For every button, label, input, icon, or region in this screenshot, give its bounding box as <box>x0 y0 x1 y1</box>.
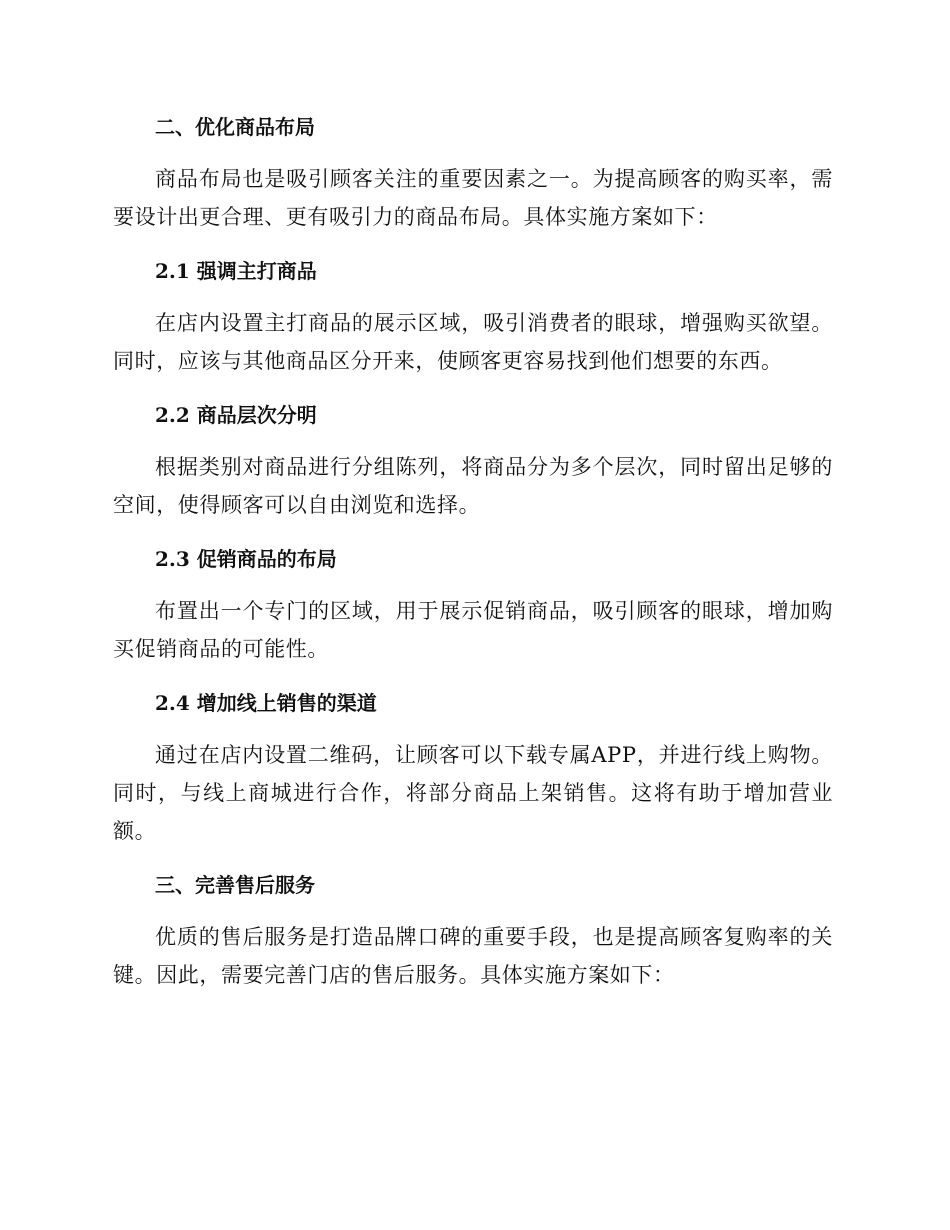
document-body <box>113 108 833 994</box>
subsection-paragraph-2-3: 布置出一个专门的区域，用于展示促销商品，吸引顾客的眼球，增加购买促销商品的可能性。 <box>113 599 833 661</box>
subsection-heading-2-1: 2.1 强调主打商品 <box>155 259 317 283</box>
subsection-paragraph-2-4: 通过在店内设置二维码，让顾客可以下载专属APP，并进行线上购物。同时，与线上商城进行合作，将部分商品上架销售。这将有助于增加营业额。 <box>113 743 833 843</box>
subsection-heading-2-3: 2.3 促销商品的布局 <box>155 547 337 571</box>
subsection-paragraph-2-2: 根据类别对商品进行分组陈列，将商品分为多个层次，同时留出足够的空间，使得顾客可以自由浏览和选择。 <box>113 455 833 517</box>
section-paragraph-optimize-layout: 商品布局也是吸引顾客关注的重要因素之一。为提高顾客的购买率，需要设计出更合理、更有吸引力的商品布局。具体实施方案如下： <box>113 167 833 229</box>
subsection-paragraph-2-1: 在店内设置主打商品的展示区域，吸引消费者的眼球，增强购买欲望。同时，应该与其他商品区分开来，使顾客更容易找到他们想要的东西。 <box>113 311 833 373</box>
subsection-heading-2-2: 2.2 商品层次分明 <box>155 403 317 427</box>
section-paragraph-after-sales: 优质的售后服务是打造品牌口碑的重要手段，也是提高顾客复购率的关键。因此，需要完善门店的售后服务。具体实施方案如下： <box>113 925 833 987</box>
subsection-heading-2-4: 2.4 增加线上销售的渠道 <box>155 691 377 715</box>
section-heading-optimize-layout: 二、优化商品布局 <box>155 115 315 139</box>
section-heading-after-sales: 三、完善售后服务 <box>155 873 315 897</box>
